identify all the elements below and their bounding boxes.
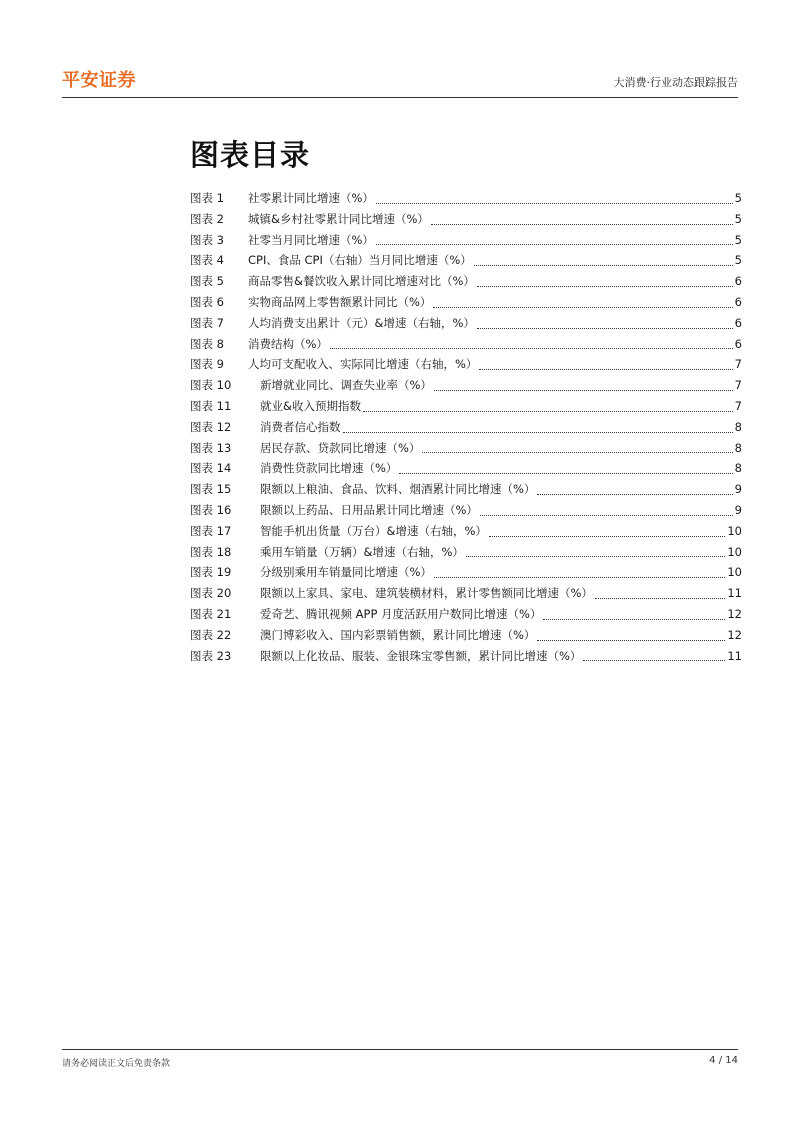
toc-entry-label: 图表 17 [190, 523, 232, 538]
toc-entry-page: 5 [734, 191, 742, 205]
toc-entry-title: 就业&收入预期指数 [260, 398, 361, 413]
toc-leader [489, 522, 725, 537]
toc-entry-title: 乘用车销量（万辆）&增速（右轴，%） [260, 544, 464, 559]
toc-entry[interactable] [190, 375, 742, 396]
toc-entry-title: 城镇&乡村社零累计同比增速（%） [248, 211, 429, 226]
toc-entry-page: 9 [734, 482, 742, 497]
toc-leader [479, 355, 732, 370]
toc-entry-title: 分级别乘用车销量同比增速（%） [260, 565, 432, 580]
toc-entry[interactable] [190, 271, 742, 292]
toc-leader [477, 314, 733, 329]
toc-entry-page: 6 [734, 336, 742, 351]
toc-leader [434, 376, 733, 391]
toc-entry[interactable] [190, 417, 742, 438]
toc-entry[interactable] [190, 521, 742, 542]
footer-divider [62, 1049, 738, 1050]
toc-entry-title: 爱奇艺、腾讯视频 APP 月度活跃用户数同比增速（%） [260, 606, 542, 621]
toc-leader [343, 418, 733, 433]
toc-entry-label: 图表 5 [190, 274, 224, 289]
toc-entry[interactable] [190, 542, 742, 563]
toc-entry-page: 7 [734, 398, 742, 413]
toc-entry[interactable] [190, 230, 742, 251]
toc-entry[interactable] [190, 334, 742, 355]
toc-entry-label: 图表 15 [190, 482, 232, 497]
toc-entry-page: 6 [734, 274, 742, 289]
toc-entry-title: 实物商品网上零售额累计同比（%） [248, 294, 432, 309]
toc-entry-label: 图表 10 [190, 378, 232, 393]
toc-entry-label: 图表 4 [190, 253, 224, 268]
toc-leader [431, 210, 733, 225]
toc-entry-page: 8 [734, 440, 742, 455]
toc-entry-title: 消费性贷款同比增速（%） [260, 461, 398, 476]
toc-entry-label: 图表 16 [190, 502, 232, 517]
toc-entry-page: 12 [727, 627, 742, 642]
toc-entry-label: 图表 8 [190, 336, 224, 351]
toc-entry-title: 社零当月同比增速（%） [248, 232, 374, 247]
brand-logo: 平安证券 [62, 70, 136, 91]
table-of-figures [190, 188, 742, 666]
toc-entry-page: 8 [734, 461, 742, 476]
toc-entry-title: 澳门博彩收入、国内彩票销售额，累计同比增速（%） [260, 627, 536, 642]
toc-entry-label: 图表 13 [190, 440, 232, 455]
toc-entry-title: 社零累计同比增速（%） [248, 191, 374, 205]
toc-entry-label: 图表 12 [190, 419, 232, 434]
toc-leader [434, 563, 725, 578]
toc-entry-title: 智能手机出货量（万台）&增速（右轴，%） [260, 523, 487, 538]
toc-entry[interactable] [190, 313, 742, 334]
toc-entry-label: 图表 23 [190, 648, 232, 663]
toc-entry-label: 图表 2 [190, 211, 224, 226]
toc-entry-title: 限额以上化妆品、服装、金银珠宝零售额，累计同比增速（%） [260, 648, 582, 663]
toc-entry[interactable] [190, 604, 742, 625]
toc-entry[interactable] [190, 438, 742, 459]
toc-entry-title: 人均可支配收入、实际同比增速（右轴，%） [248, 357, 478, 372]
toc-entry-label: 图表 20 [190, 586, 232, 601]
toc-entry-title: 限额以上粮油、食品、饮料、烟酒累计同比增速（%） [260, 482, 536, 497]
toc-leader [474, 251, 733, 266]
toc-entry-title: 商品零售&餐饮收入累计同比增速对比（%） [248, 274, 475, 289]
toc-entry-page: 12 [727, 606, 742, 621]
toc-leader [537, 480, 732, 495]
toc-entry[interactable] [190, 500, 742, 521]
toc-entry-page: 11 [727, 586, 742, 601]
toc-entry-title: 消费者信心指数 [260, 419, 341, 434]
toc-entry-page: 6 [734, 315, 742, 330]
toc-entry-label: 图表 11 [190, 398, 232, 413]
toc-entry[interactable] [190, 583, 742, 604]
toc-entry-title: 消费结构（%） [248, 336, 328, 351]
toc-entry-title: 居民存款、贷款同比增速（%） [260, 440, 421, 455]
toc-entry[interactable] [190, 646, 742, 667]
toc-leader [595, 584, 725, 599]
toc-entry-page: 7 [734, 378, 742, 393]
toc-entry[interactable] [190, 625, 742, 646]
toc-entry[interactable] [190, 354, 742, 375]
toc-entry-page: 10 [727, 565, 742, 580]
toc-leader [543, 605, 725, 620]
toc-entry-title: 限额以上药品、日用品累计同比增速（%） [260, 502, 478, 517]
toc-entry-label: 图表 6 [190, 294, 224, 309]
toc-entry-label: 图表 21 [190, 606, 232, 621]
footer-disclaimer: 请务必阅读正文后免责条款 [62, 1059, 171, 1069]
toc-leader [363, 397, 733, 412]
toc-leader [477, 272, 733, 287]
toc-entry-title: 新增就业同比、调查失业率（%） [260, 378, 432, 393]
toc-leader [376, 189, 733, 204]
toc-leader [422, 438, 732, 453]
toc-entry-page: 11 [727, 648, 742, 663]
toc-entry-page: 5 [734, 253, 742, 268]
toc-leader [399, 459, 732, 474]
toc-entry-label: 图表 1 [190, 191, 224, 205]
toc-entry-page: 5 [734, 232, 742, 247]
toc-entry[interactable] [190, 396, 742, 417]
toc-entry-page: 9 [734, 502, 742, 517]
toc-entry-label: 图表 19 [190, 565, 232, 580]
page-title: 图表目录 [190, 138, 311, 172]
page-number: 4 / 14 [709, 1055, 738, 1066]
toc-entry-label: 图表 9 [190, 357, 224, 372]
toc-entry[interactable] [190, 250, 742, 271]
header-divider [62, 97, 738, 98]
toc-entry[interactable] [190, 209, 742, 230]
toc-leader [433, 293, 732, 308]
toc-entry[interactable] [190, 479, 742, 500]
toc-entry[interactable] [190, 458, 742, 479]
toc-entry[interactable] [190, 562, 742, 583]
toc-entry-title: 人均消费支出累计（元）&增速（右轴，%） [248, 315, 475, 330]
toc-leader [330, 334, 733, 349]
toc-entry[interactable] [190, 188, 742, 209]
toc-entry-page: 7 [734, 357, 742, 372]
toc-entry-label: 图表 3 [190, 232, 224, 247]
toc-leader [466, 542, 725, 557]
toc-entry-page: 8 [734, 419, 742, 434]
toc-entry-title: CPI、食品 CPI（右轴）当月同比增速（%） [248, 253, 472, 268]
toc-leader [537, 626, 725, 641]
toc-leader [583, 646, 725, 661]
toc-entry-title: 限额以上家具、家电、建筑装横材料，累计零售额同比增速（%） [260, 586, 593, 601]
report-title: 大消费·行业动态跟踪报告 [613, 76, 738, 89]
toc-leader [480, 501, 733, 516]
toc-entry-page: 10 [727, 523, 742, 538]
toc-entry-label: 图表 7 [190, 315, 224, 330]
toc-entry-page: 6 [734, 294, 742, 309]
toc-entry-page: 5 [734, 211, 742, 226]
toc-entry[interactable] [190, 292, 742, 313]
toc-entry-label: 图表 14 [190, 461, 232, 476]
toc-entry-label: 图表 18 [190, 544, 232, 559]
toc-leader [376, 230, 733, 245]
toc-entry-page: 10 [727, 544, 742, 559]
toc-entry-label: 图表 22 [190, 627, 232, 642]
